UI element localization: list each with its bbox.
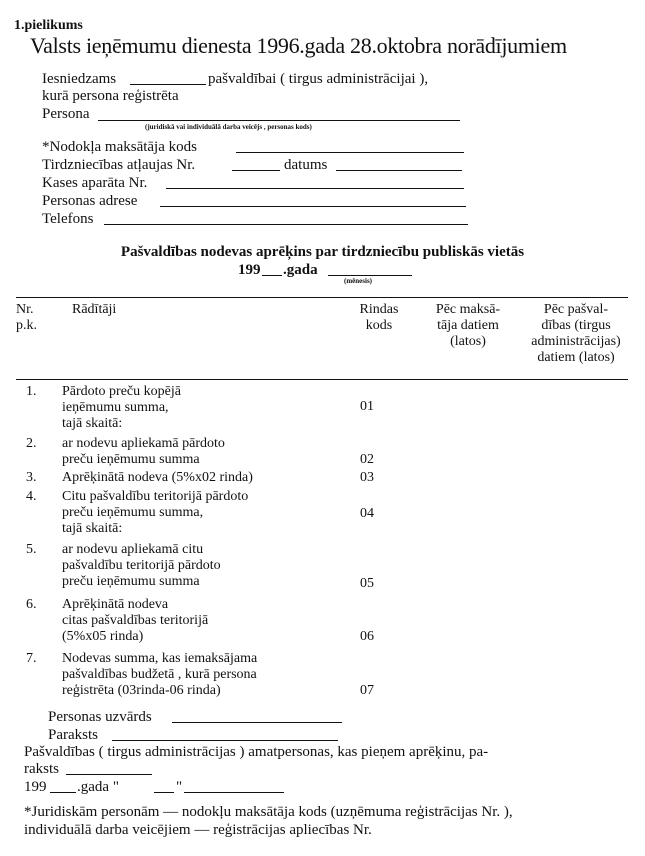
date-prefix: 199 [24, 779, 47, 795]
row-1-code: 01 [360, 399, 374, 414]
person-caption: (juridiskā vai individuālā darba veicējs , personas kods) [145, 123, 312, 131]
row-5-text: ar nodevu apliekamā citu pašvaldību teritorijā pārdoto preču ieņēmumu summa [62, 542, 221, 589]
permit-no-label: Tirdzniecības atļaujas Nr. [42, 157, 196, 173]
phone-label: Telefons [42, 211, 94, 227]
footnote: *Juridiskām personām — nodokļu maksātāja kods (uzņēmuma reģistrācijas Nr. ), individuālā darba veicējiem — reģistrācijas apliecības Nr. [24, 804, 513, 838]
sign-blank[interactable] [112, 740, 338, 741]
period-year-prefix: 199 [238, 262, 261, 278]
address-label: Personas adrese [42, 193, 138, 209]
table-header-rule [16, 379, 628, 380]
row-1-text: Pārdoto preču kopējā ieņēmumu summa, tajā skaitā: [62, 384, 181, 431]
row-4-code: 04 [360, 506, 374, 521]
row-2-text: ar nodevu apliekamā pārdoto preču ieņēmumu summa [62, 436, 225, 467]
official-sign-label: raksts [24, 761, 59, 777]
header-taxpayer: Pēc maksā- tāja datiem (latos) [435, 302, 501, 349]
date-month-blank[interactable] [184, 792, 284, 793]
table-top-rule [16, 297, 628, 298]
row-4-text: Citu pašvaldību teritorijā pārdoto preču ieņēmumu summa, tajā skaitā: [62, 489, 249, 536]
row-7-text: Nodevas summa, kas iemaksājama pašvaldības budžetā , kurā persona reģistrēta (03rinda-06 rinda) [62, 651, 258, 698]
header-nr: Nr. p.k. [16, 302, 37, 333]
taxpayer-code-blank[interactable] [236, 152, 464, 153]
taxpayer-code-label: *Nodokļa maksātāja kods [42, 139, 197, 155]
header-code: Rindas kods [359, 302, 399, 333]
person-label: Persona [42, 106, 90, 122]
row-2-code: 02 [360, 452, 374, 467]
period-year-suffix: .gada [283, 262, 318, 278]
date-day-blank[interactable] [154, 792, 174, 793]
row-5-nr: 5. [26, 542, 37, 557]
row-3-nr: 3. [26, 470, 37, 485]
row-6-nr: 6. [26, 597, 37, 612]
period-month-caption: (mēnesis) [344, 277, 372, 285]
row-2-nr: 2. [26, 436, 37, 451]
header-municipality: Pēc pašval- dības (tirgus administrācijas) datiem (latos) [531, 302, 621, 365]
name-label: Personas uzvārds [48, 709, 152, 725]
appendix-label: 1.pielikums [14, 18, 83, 33]
permit-no-blank[interactable] [232, 170, 280, 171]
name-blank[interactable] [172, 722, 342, 723]
row-7-nr: 7. [26, 651, 37, 666]
row-7-code: 07 [360, 683, 374, 698]
permit-date-label: datums [284, 157, 328, 173]
municipality-blank[interactable] [130, 84, 206, 85]
addressee-suffix: pašvaldībai ( tirgus administrācijai ), [208, 71, 429, 87]
period-year-blank[interactable] [262, 275, 282, 276]
date-end: " [176, 779, 183, 795]
row-6-code: 06 [360, 629, 374, 644]
official-text: Pašvaldības ( tirgus administrācijas ) amatpersonas, kas pieņem aprēķinu, pa- [24, 744, 489, 760]
date-middle: .gada " [77, 779, 119, 795]
sign-label: Paraksts [48, 727, 98, 743]
row-3-code: 03 [360, 470, 374, 485]
official-sign-blank[interactable] [66, 774, 152, 775]
regulation-title: Valsts ieņēmumu dienesta 1996.gada 28.oktobra norādījumiem [30, 33, 567, 58]
phone-blank[interactable] [104, 224, 468, 225]
date-year-blank[interactable] [50, 792, 76, 793]
row-3-text: Aprēķinātā nodeva (5%x02 rinda) [62, 470, 253, 485]
cash-register-label: Kases aparāta Nr. [42, 175, 148, 191]
address-blank[interactable] [160, 206, 466, 207]
row-5-code: 05 [360, 576, 374, 591]
row-1-nr: 1. [26, 384, 37, 399]
person-blank[interactable] [98, 120, 460, 121]
row-6-text: Aprēķinātā nodeva citas pašvaldības teritorijā (5%x05 rinda) [62, 597, 209, 644]
permit-date-blank[interactable] [336, 170, 462, 171]
period-month-blank[interactable] [328, 275, 412, 276]
header-indicators: Rādītāji [72, 302, 117, 317]
section-title: Pašvaldības nodevas aprēķins par tirdzniecību publiskās vietās [120, 244, 525, 260]
addressee-line2: kurā persona reģistrēta [42, 88, 179, 104]
row-4-nr: 4. [26, 489, 37, 504]
cash-register-blank[interactable] [166, 188, 464, 189]
addressee-prefix: Iesniedzams [42, 71, 117, 87]
